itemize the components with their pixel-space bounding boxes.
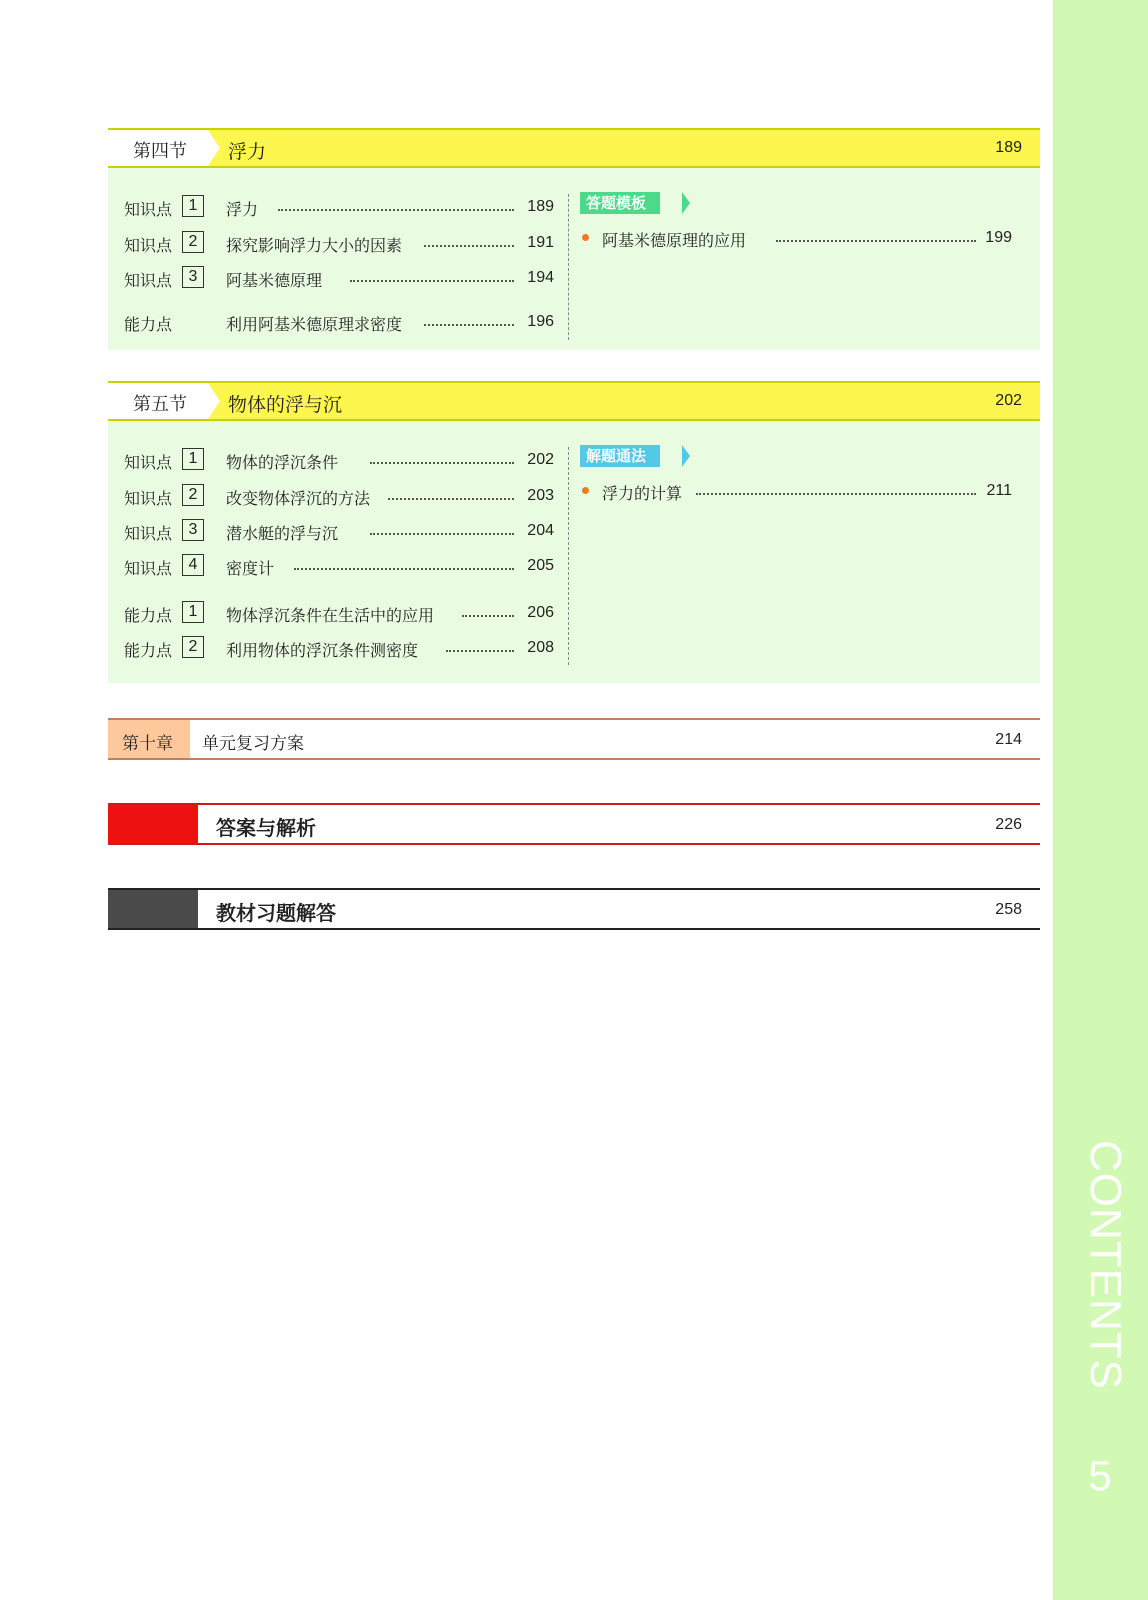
entry-title: 阿基米德原理的应用	[602, 231, 747, 250]
badge-arrow	[682, 445, 690, 467]
section-4-header[interactable]	[108, 128, 1040, 168]
section-4-body	[108, 168, 1040, 350]
toc-entry[interactable]	[124, 231, 554, 255]
toc-entry[interactable]	[124, 484, 554, 508]
textbook-title: 教材习题解答	[216, 901, 336, 925]
chapter-title: 单元复习方案	[202, 734, 304, 754]
toc-entry[interactable]	[124, 266, 554, 290]
entry-number: 3	[182, 266, 204, 288]
entry-number: 3	[182, 519, 204, 541]
entry-page: 191	[527, 234, 554, 251]
contents-vertical-label	[1070, 1140, 1130, 1500]
entry-kind: 知识点	[124, 271, 173, 290]
leader-dots	[424, 233, 514, 247]
section-label: 第五节	[133, 394, 187, 415]
leader-dots	[370, 450, 514, 464]
toc-entry[interactable]	[124, 195, 554, 219]
entry-kind: 知识点	[124, 559, 173, 578]
chapter-label-box	[108, 720, 190, 758]
bullet-icon	[582, 487, 589, 494]
leader-dots	[696, 481, 976, 495]
section-5-body	[108, 421, 1040, 683]
entry-title: 探究影响浮力大小的因素	[226, 236, 403, 255]
chapter-page: 214	[995, 731, 1022, 748]
chapter-label: 第十章	[122, 734, 173, 754]
answers-title: 答案与解析	[216, 816, 316, 840]
entry-number: 1	[182, 195, 204, 217]
entry-number: 2	[182, 231, 204, 253]
section-5	[108, 381, 1040, 683]
contents-text: CONTENTS	[1081, 1140, 1130, 1390]
entry-page: 205	[527, 557, 554, 574]
section-5-header[interactable]	[108, 381, 1040, 421]
leader-dots	[446, 638, 514, 652]
entry-kind: 知识点	[124, 489, 173, 508]
entry-title: 利用物体的浮沉条件测密度	[226, 641, 419, 660]
entry-kind: 知识点	[124, 524, 173, 543]
entry-page: 189	[527, 198, 554, 215]
entry-title: 物体的浮沉条件	[226, 453, 339, 472]
chapter-review-row[interactable]	[108, 718, 1040, 760]
section-page: 189	[995, 139, 1022, 156]
toc-entry[interactable]	[580, 479, 1012, 503]
toc-entry[interactable]	[124, 601, 554, 625]
leader-dots	[776, 228, 976, 242]
entry-page: 202	[527, 451, 554, 468]
column-divider	[568, 194, 569, 340]
entry-title: 浮力的计算	[602, 484, 683, 503]
entry-kind: 知识点	[124, 200, 173, 219]
entry-title: 改变物体浮沉的方法	[226, 489, 371, 508]
answer-template-badge: 答题模板	[580, 192, 660, 214]
leader-dots	[294, 556, 514, 570]
page-number: 5	[1088, 1452, 1112, 1499]
toc-entry[interactable]	[124, 554, 554, 578]
entry-title: 密度计	[226, 559, 275, 578]
leader-dots	[424, 312, 514, 326]
bullet-icon	[582, 234, 589, 241]
solution-method-badge: 解题通法	[580, 445, 660, 467]
answers-page: 226	[995, 816, 1022, 833]
leader-dots	[278, 197, 514, 211]
entry-number: 1	[182, 601, 204, 623]
entry-title: 利用阿基米德原理求密度	[226, 315, 403, 334]
entry-page: 203	[527, 487, 554, 504]
entry-page: 204	[527, 522, 554, 539]
entry-page: 206	[527, 604, 554, 621]
entry-title: 浮力	[226, 200, 259, 219]
toc-entry[interactable]	[124, 519, 554, 543]
entry-kind: 能力点	[124, 315, 173, 334]
section-page: 202	[995, 392, 1022, 409]
badge-arrow	[682, 192, 690, 214]
section-label: 第四节	[133, 141, 187, 162]
entry-title: 物体浮沉条件在生活中的应用	[226, 606, 435, 625]
entry-number: 2	[182, 484, 204, 506]
textbook-page: 258	[995, 901, 1022, 918]
entry-number: 1	[182, 448, 204, 470]
entry-title: 潜水艇的浮与沉	[226, 524, 339, 543]
entry-number: 4	[182, 554, 204, 576]
entry-kind: 能力点	[124, 641, 173, 660]
answers-row[interactable]	[108, 803, 1040, 845]
section-label-box	[108, 130, 208, 166]
entry-page: 208	[527, 639, 554, 656]
toc-entry[interactable]	[124, 310, 554, 334]
textbook-answers-row[interactable]	[108, 888, 1040, 930]
entry-kind: 知识点	[124, 236, 173, 255]
textbook-color-block	[108, 890, 198, 928]
section-label-box	[108, 383, 208, 419]
leader-dots	[370, 521, 514, 535]
leader-dots	[462, 603, 514, 617]
section-4	[108, 128, 1040, 350]
entry-page: 211	[986, 482, 1012, 499]
leader-dots	[388, 486, 514, 500]
column-divider	[568, 447, 569, 665]
entry-number: 2	[182, 636, 204, 658]
toc-entry[interactable]	[124, 448, 554, 472]
toc-entry[interactable]	[124, 636, 554, 660]
entry-page: 196	[527, 313, 554, 330]
entry-page: 199	[985, 229, 1012, 246]
answers-color-block	[108, 805, 198, 843]
entry-kind: 知识点	[124, 453, 173, 472]
leader-dots	[350, 268, 514, 282]
entry-page: 194	[527, 269, 554, 286]
toc-entry[interactable]	[580, 226, 1012, 250]
section-title: 物体的浮与沉	[228, 394, 343, 416]
section-title: 浮力	[228, 141, 267, 163]
entry-title: 阿基米德原理	[226, 271, 323, 290]
entry-kind: 能力点	[124, 606, 173, 625]
